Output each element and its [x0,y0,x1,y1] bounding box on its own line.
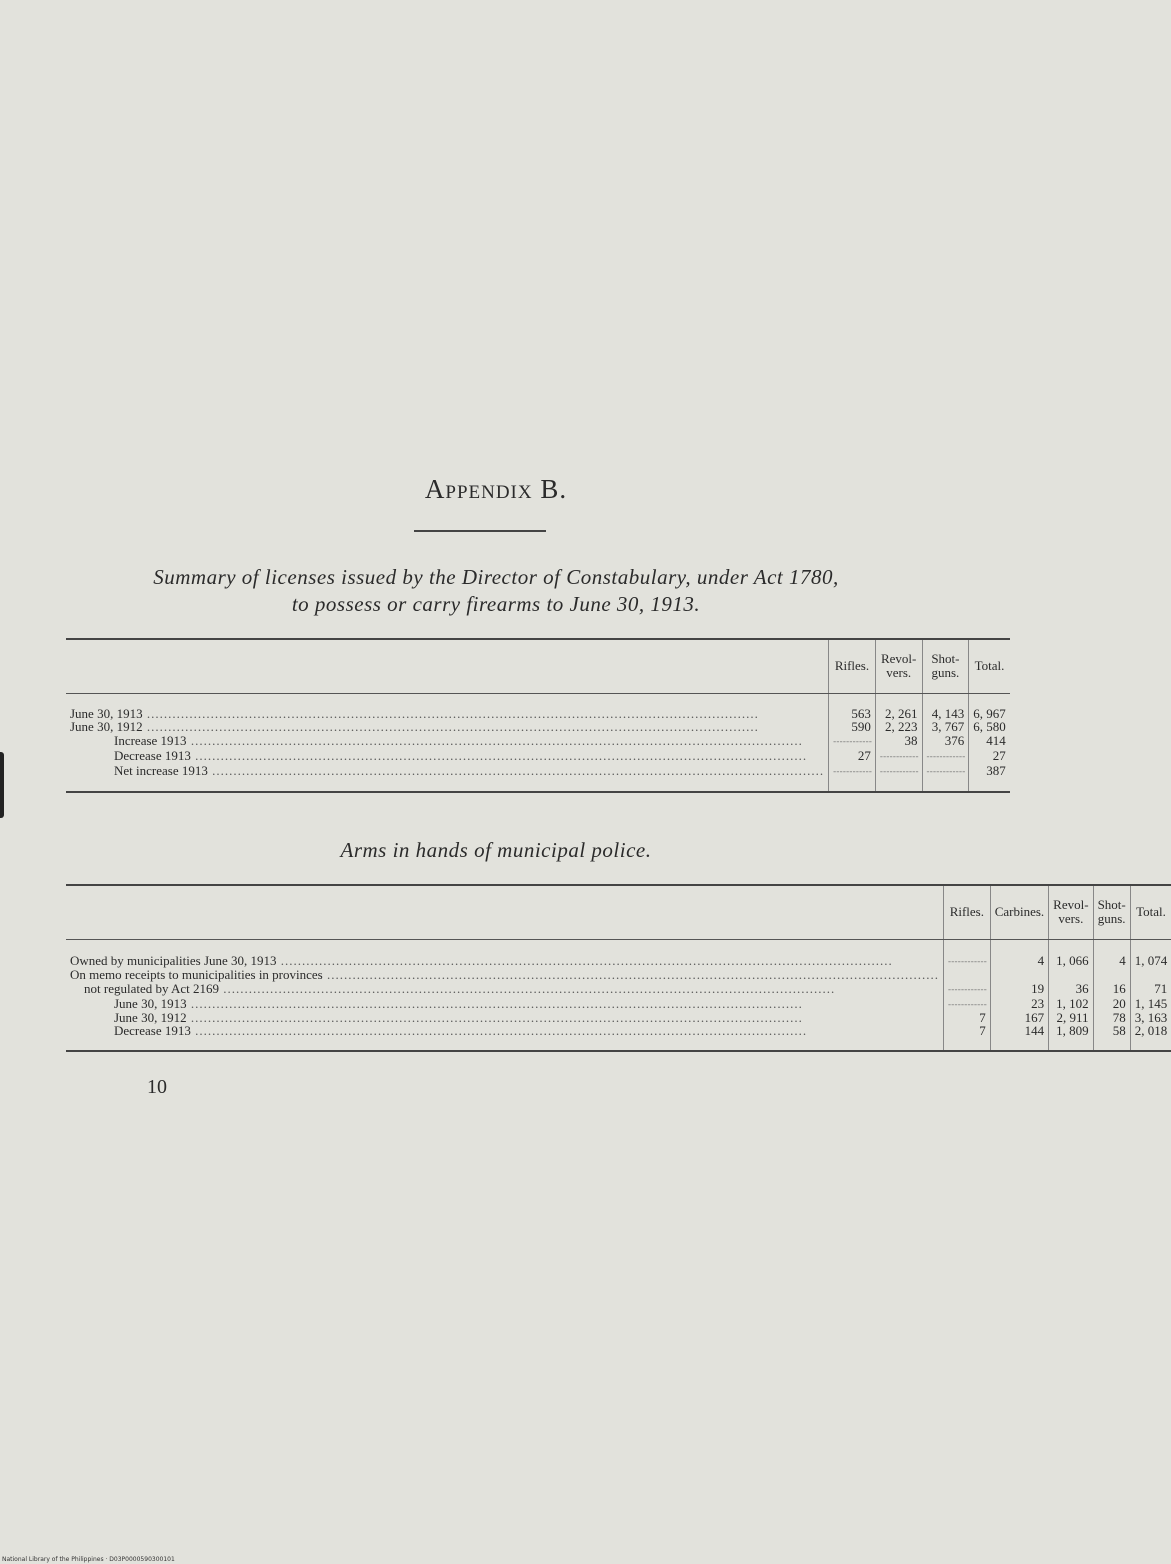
cell-shotguns [1093,968,1130,981]
table-row [66,968,1171,981]
table-row [66,981,1171,996]
table1-caption-line1: Summary of licenses issued by the Director of Constabulary, under Act 1780, [153,565,839,589]
cell-rifles: 7 [943,1011,990,1024]
cell-revolvers: 1, 809 [1049,1024,1093,1037]
cell-shotguns: 4 [1093,953,1130,968]
footer-note: National Library of the Philippines · D03P0000590300101 [2,1556,175,1563]
licenses-summary-table [66,638,1010,793]
cell-revolvers [875,748,922,763]
cell-carbines: 23 [990,996,1048,1011]
table-row [66,763,1010,778]
cell-total: 3, 163 [1130,1011,1171,1024]
header-shotguns: Shot- guns. [922,639,969,693]
cell-carbines: 167 [990,1011,1048,1024]
cell-shotguns [922,748,969,763]
cell-rifles: 563 [829,707,876,720]
cell-total: 6, 967 [969,707,1010,720]
cell-shotguns: 4, 143 [922,707,969,720]
row-label [66,1024,943,1037]
table-row [66,953,1171,968]
cell-total [1130,968,1171,981]
header-total: Total. [969,639,1010,693]
cell-shotguns [922,763,969,778]
cell-revolvers: 2, 223 [875,720,922,733]
header-rifles: Rifles. [829,639,876,693]
cell-total: 27 [969,748,1010,763]
cell-shotguns: 3, 767 [922,720,969,733]
page-title: Appendix B. [424,474,568,504]
table-row [66,996,1171,1011]
cell-rifles [943,968,990,981]
table-row [66,707,1010,720]
table-row [66,1011,1171,1024]
row-label [66,981,943,996]
table-row [66,748,1010,763]
header-revolvers: Revol- vers. [1049,885,1093,939]
row-label-text: June 30, 1913 ..... [70,707,824,720]
row-label-text: June 30, 1912 ..... [114,1011,939,1024]
cell-total: 1, 074 [1130,953,1171,968]
cell-carbines: 19 [990,981,1048,996]
cell-total: 71 [1130,981,1171,996]
cell-revolvers: 2, 261 [875,707,922,720]
header-label [66,885,943,939]
row-label-text: June 30, 1913 ..... [114,997,939,1010]
header-total: Total. [1130,885,1171,939]
cell-rifles: 27 [829,748,876,763]
row-label [66,1011,943,1024]
cell-shotguns: 376 [922,733,969,748]
cell-rifles [829,763,876,778]
cell-total: 2, 018 [1130,1024,1171,1037]
municipal-police-arms-table [66,884,1171,1052]
cell-rifles [829,733,876,748]
row-label [66,953,943,968]
row-label-text: Owned by municipalities June 30, 1913 ..... [70,954,939,967]
cell-total: 387 [969,763,1010,778]
row-label-text: June 30, 1912 ..... [70,720,824,733]
row-label [66,707,829,720]
row-label-text: On memo receipts to municipalities in provinces ..... [70,968,939,981]
table-row [66,1024,1171,1037]
header-shotguns: Shot- guns. [1093,885,1130,939]
cell-rifles [943,981,990,996]
row-label [66,733,829,748]
cell-shotguns: 78 [1093,1011,1130,1024]
title-rule [414,530,546,532]
cell-rifles [943,953,990,968]
table-header-row [66,885,1171,939]
table1-caption-line2: to possess or carry firearms to June 30, 1913. [291,592,701,616]
cell-revolvers: 1, 102 [1049,996,1093,1011]
cell-rifles [943,996,990,1011]
header-revolvers: Revol- vers. [875,639,922,693]
row-label-text: Decrease 1913 ..... [114,1024,939,1037]
cell-revolvers: 38 [875,733,922,748]
cell-rifles: 7 [943,1024,990,1037]
header-rifles: Rifles. [943,885,990,939]
row-label-text: not regulated by Act 2169 ..... [84,982,939,995]
row-label-text: Decrease 1913 ..... [114,749,824,762]
row-label [66,968,943,981]
row-label [66,720,829,733]
cell-revolvers: 36 [1049,981,1093,996]
page-number: 10 [147,1076,167,1098]
row-label [66,996,943,1011]
cell-shotguns: 16 [1093,981,1130,996]
cell-carbines: 4 [990,953,1048,968]
table-row [66,733,1010,748]
binding-mark [0,752,4,818]
row-label-text: Net increase 1913 ..... [114,764,824,777]
header-carbines: Carbines. [990,885,1048,939]
table-header-row [66,639,1010,693]
row-label [66,763,829,778]
cell-shotguns: 58 [1093,1024,1130,1037]
cell-revolvers [1049,968,1093,981]
cell-carbines [990,968,1048,981]
cell-total: 6, 580 [969,720,1010,733]
table-row [66,720,1010,733]
cell-revolvers: 1, 066 [1049,953,1093,968]
row-label [66,748,829,763]
cell-total: 414 [969,733,1010,748]
cell-rifles: 590 [829,720,876,733]
cell-shotguns: 20 [1093,996,1130,1011]
cell-revolvers: 2, 911 [1049,1011,1093,1024]
row-label-text: Increase 1913 ..... [114,734,824,747]
cell-carbines: 144 [990,1024,1048,1037]
table2-caption: Arms in hands of municipal police. [340,838,652,862]
cell-total: 1, 145 [1130,996,1171,1011]
cell-revolvers [875,763,922,778]
header-label [66,639,829,693]
table1-caption [0,564,992,618]
